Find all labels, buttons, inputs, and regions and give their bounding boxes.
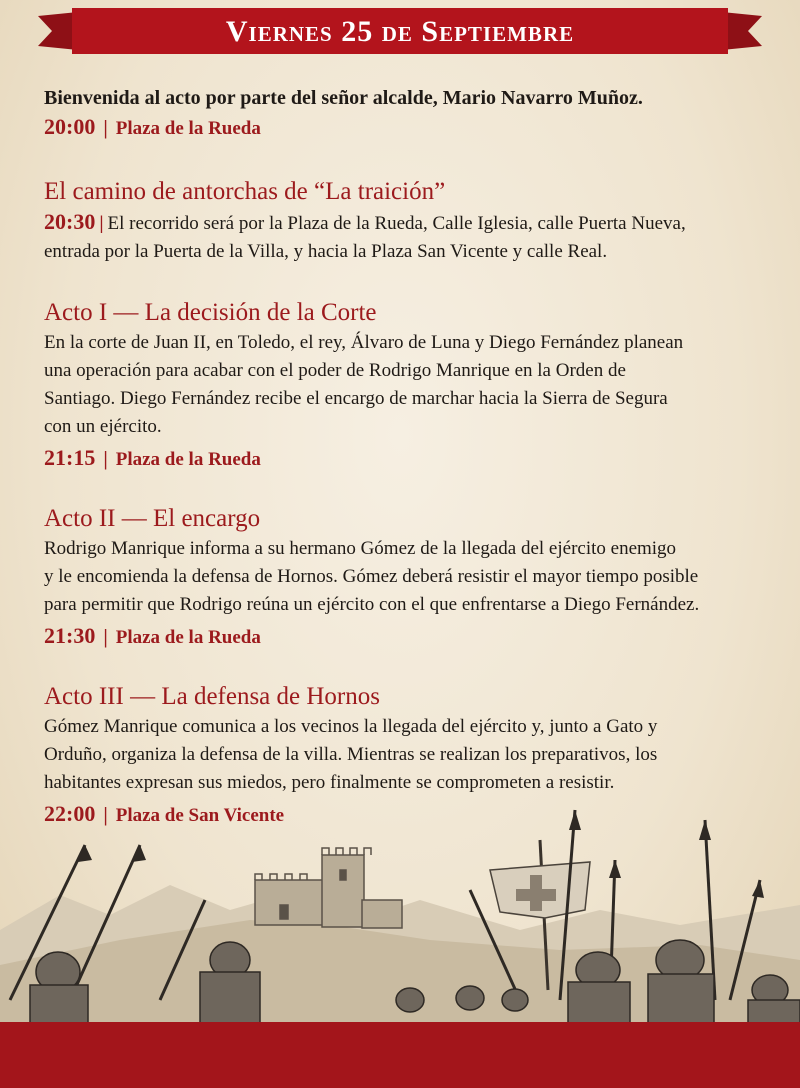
act-1-line: con un ejército. [44, 416, 162, 437]
act-2-schedule [44, 621, 774, 653]
separator: | [103, 804, 108, 826]
act-1-line: En la corte de Juan II, en Toledo, el rey, Álvaro de Luna y Diego Fernández planean [44, 332, 684, 353]
torches-line-1 [44, 208, 774, 238]
spear-heads [78, 810, 764, 898]
act-3-line: Gómez Manrique comunica a los vecinos la llegada del ejército y, junto a Gato y [44, 716, 658, 737]
header-banner [38, 6, 762, 56]
act-1-section [44, 297, 774, 475]
intro-section [44, 84, 774, 144]
torches-time: 20:30 [44, 209, 96, 234]
act-1-line: Santiago. Diego Fernández recibe el encargo de marchar hacia la Sierra de Segura [44, 388, 668, 409]
act-2-section [44, 503, 774, 653]
army-castle-illustration [0, 800, 800, 1025]
page-title: Viernes 25 de Septiembre [225, 15, 575, 48]
act-3-line: habitantes expresan sus miedos, pero finalmente se comprometen a resistir. [44, 772, 615, 793]
act-1-schedule [44, 443, 774, 475]
castle [255, 848, 402, 928]
act-1-line: una operación para acabar con el poder de Rodrigo Manrique en la Orden de [44, 360, 626, 381]
separator: | [103, 626, 108, 648]
act-1-title: Acto I — La decisión de la Corte [44, 299, 377, 326]
act-2-time: 21:30 [44, 623, 96, 648]
separator: | [103, 117, 108, 139]
act-1-time: 21:15 [44, 445, 96, 470]
torches-section [44, 176, 774, 266]
act-2-line: para permitir que Rodrigo reúna un ejército con el que enfrentarse a Diego Fernández. [44, 594, 700, 615]
intro-text: Bienvenida al acto por parte del señor alcalde, Mario Navarro Muñoz. [44, 87, 643, 109]
act-3-title: Acto III — La defensa de Hornos [44, 683, 380, 710]
act-3-place: Plaza de San Vicente [115, 805, 285, 826]
act-1-place: Plaza de la Rueda [115, 449, 261, 470]
intro-time: 20:00 [44, 114, 96, 139]
torches-line-2: entrada por la Puerta de la Villa, y hacia la Plaza San Vicente y calle Real. [44, 241, 608, 262]
act-3-time: 22:00 [44, 801, 96, 826]
torches-title: El camino de antorchas de “La traición” [44, 178, 446, 205]
footer-bar [0, 1022, 800, 1088]
act-2-line: Rodrigo Manrique informa a su hermano Gómez de la llegada del ejército enemigo [44, 538, 677, 559]
act-2-place: Plaza de la Rueda [115, 627, 261, 648]
torches-route-1: El recorrido será por la Plaza de la Rueda, Calle Iglesia, calle Puerta Nueva, [107, 213, 686, 234]
intro-place: Plaza de la Rueda [115, 118, 261, 139]
intro-schedule [44, 112, 774, 144]
separator: | [99, 213, 104, 234]
separator: | [103, 448, 108, 470]
act-3-line: Orduño, organiza la defensa de la villa. Mientras se realizan los preparativos, los [44, 744, 658, 765]
act-2-title: Acto II — El encargo [44, 505, 261, 532]
act-2-line: y le encomienda la defensa de Hornos. Gómez deberá resistir el mayor tiempo posible [44, 566, 699, 587]
